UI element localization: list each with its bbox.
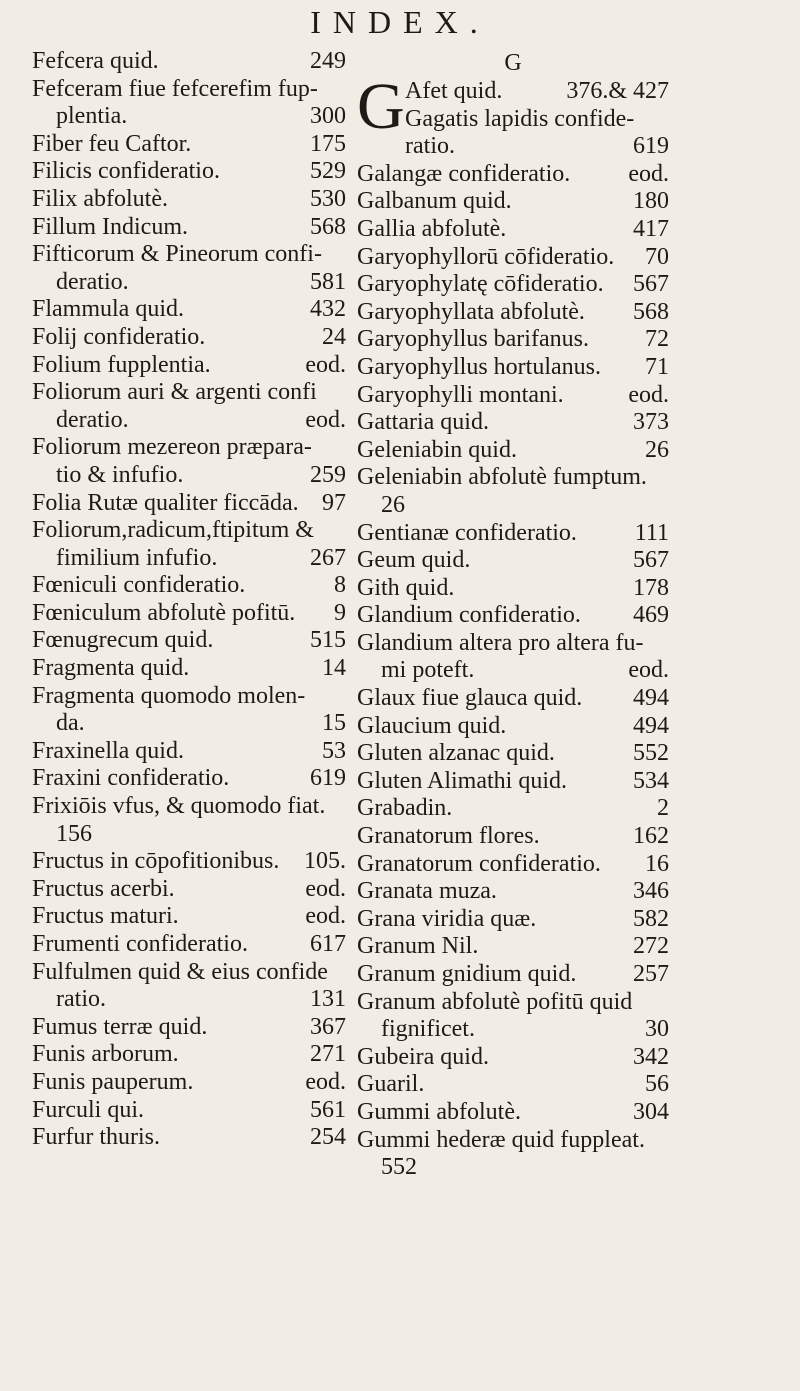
entry-term: fignificet. bbox=[381, 1016, 475, 1043]
index-entry bbox=[32, 490, 346, 518]
page-number: 97 bbox=[322, 489, 346, 516]
entry-line bbox=[32, 241, 346, 269]
entry-term: Fœniculi confideratio. bbox=[32, 572, 246, 599]
entry-term: Frumenti confideratio. bbox=[32, 931, 248, 957]
entry-term: Fumus terræ quid. bbox=[32, 1013, 208, 1040]
page-number: 617 bbox=[310, 931, 346, 957]
page-number: eod. bbox=[305, 406, 346, 433]
entry-term: Geum quid. bbox=[357, 547, 471, 574]
entry-term: Fillum Indicum. bbox=[32, 213, 188, 240]
page-number: 178 bbox=[633, 574, 669, 601]
entry-term: Funis arborum. bbox=[32, 1041, 179, 1068]
page-number: 469 bbox=[633, 602, 669, 629]
page-number: 259 bbox=[310, 461, 346, 488]
page-number: eod. bbox=[628, 160, 669, 187]
page-number: 16 bbox=[645, 850, 669, 877]
index-entry bbox=[357, 409, 669, 437]
entry-term: plentia. bbox=[56, 103, 128, 130]
entry-line bbox=[357, 437, 669, 465]
entry-continuation-line bbox=[357, 1016, 669, 1044]
entry-term: deratio. bbox=[56, 268, 129, 295]
entry-term: Gallia abfolutè. bbox=[357, 215, 507, 242]
page-number: 105. bbox=[304, 848, 346, 875]
entry-line bbox=[357, 1127, 669, 1155]
page-number: 267 bbox=[310, 544, 346, 571]
section-letter: G bbox=[504, 50, 522, 76]
page-number: 582 bbox=[633, 905, 669, 932]
page-number: 180 bbox=[633, 188, 669, 215]
index-entry bbox=[357, 740, 669, 768]
index-entry bbox=[357, 1044, 669, 1072]
entry-term: Filicis confideratio. bbox=[32, 158, 220, 185]
entry-line bbox=[32, 1014, 346, 1042]
entry-term: Fefcera quid. bbox=[32, 48, 159, 74]
index-entry bbox=[32, 655, 346, 683]
dropcap-letter: G bbox=[357, 70, 405, 143]
entry-line bbox=[357, 382, 669, 410]
page-number: 494 bbox=[633, 685, 669, 712]
index-entry bbox=[357, 464, 669, 519]
entry-line bbox=[32, 683, 346, 711]
entry-term: fimilium infufio. bbox=[56, 544, 218, 571]
page-number: 346 bbox=[633, 878, 669, 905]
entry-term: ratio. bbox=[405, 133, 455, 160]
index-entry bbox=[357, 520, 669, 548]
index-entry bbox=[357, 161, 669, 189]
page-number: 300 bbox=[310, 103, 346, 130]
index-entry bbox=[32, 48, 346, 76]
entry-term: Garyophyllus barifanus. bbox=[357, 326, 589, 353]
page-number: 417 bbox=[633, 215, 669, 242]
page-number: 70 bbox=[645, 243, 669, 270]
entry-continuation-line bbox=[32, 103, 346, 131]
entry-line bbox=[357, 768, 669, 796]
index-entry bbox=[32, 241, 346, 296]
index-entry bbox=[32, 848, 346, 876]
index-entry bbox=[357, 713, 669, 741]
entry-term: tio & infufio. bbox=[56, 461, 184, 488]
page-number: 24 bbox=[322, 323, 346, 350]
entry-term: Geleniabin quid. bbox=[357, 436, 517, 463]
entry-term: Gummi hederæ quid fuppleat. bbox=[357, 1126, 645, 1153]
entry-line bbox=[357, 989, 669, 1017]
entry-term: 26 bbox=[381, 491, 405, 518]
index-entry bbox=[357, 989, 669, 1044]
entry-term: Fefceram fiue fefcerefim fup- bbox=[32, 75, 318, 102]
index-entry bbox=[357, 961, 669, 989]
page-number: 15 bbox=[322, 710, 346, 737]
index-entry bbox=[357, 851, 669, 879]
entry-term: Garyophylli montani. bbox=[357, 381, 564, 408]
entry-line bbox=[357, 602, 669, 630]
entry-line bbox=[32, 296, 346, 324]
index-entry bbox=[32, 1041, 346, 1069]
entry-term: Fœnugrecum quid. bbox=[32, 627, 214, 654]
index-entry bbox=[32, 352, 346, 380]
entry-line bbox=[32, 352, 346, 380]
entry-line bbox=[32, 959, 346, 987]
entry-line bbox=[357, 851, 669, 879]
entry-line bbox=[357, 1044, 669, 1072]
entry-line bbox=[32, 214, 346, 242]
page-number: 30 bbox=[645, 1016, 669, 1043]
index-entry bbox=[357, 768, 669, 796]
dropcap-block bbox=[357, 70, 669, 1182]
entry-line bbox=[357, 878, 669, 906]
index-entry bbox=[32, 765, 346, 793]
entry-continuation-line bbox=[32, 269, 346, 297]
entry-line bbox=[357, 1099, 669, 1127]
index-entry bbox=[32, 158, 346, 186]
entry-line bbox=[32, 848, 346, 876]
index-entry bbox=[357, 1127, 669, 1182]
entry-line bbox=[32, 903, 346, 931]
entry-term: Gith quid. bbox=[357, 574, 455, 601]
index-entry bbox=[32, 572, 346, 600]
entry-line bbox=[32, 1041, 346, 1069]
index-entry bbox=[357, 244, 669, 272]
entry-term: Granum gnidium quid. bbox=[357, 961, 577, 987]
page-number: 581 bbox=[310, 268, 346, 295]
entry-term: deratio. bbox=[56, 406, 129, 433]
entry-line bbox=[32, 572, 346, 600]
index-entry bbox=[357, 354, 669, 382]
index-entry bbox=[32, 793, 346, 848]
entry-term: Glaux fiue glauca quid. bbox=[357, 685, 583, 712]
page-number: 568 bbox=[310, 213, 346, 240]
entry-term: Fructus in cōpofitionibus. bbox=[32, 848, 280, 875]
page-header: INDEX. bbox=[310, 4, 490, 40]
index-entry bbox=[32, 876, 346, 904]
entry-term: mi poteft. bbox=[381, 657, 475, 684]
entry-term: Fragmenta quid. bbox=[32, 655, 190, 682]
entry-term: Fraxini confideratio. bbox=[32, 765, 230, 792]
entry-term: Gluten Alimathi quid. bbox=[357, 767, 567, 794]
entry-term: Furfur thuris. bbox=[32, 1124, 160, 1151]
entry-continuation-line bbox=[357, 492, 669, 520]
entry-term: Filix abfolutè. bbox=[32, 185, 168, 212]
page-number: 56 bbox=[645, 1071, 669, 1098]
entry-line bbox=[357, 271, 669, 299]
index-entry bbox=[32, 931, 346, 959]
index-entry bbox=[357, 271, 669, 299]
page-number: 71 bbox=[645, 353, 669, 380]
entry-term: Galbanum quid. bbox=[357, 188, 512, 215]
page-number: 272 bbox=[633, 933, 669, 960]
entry-line bbox=[32, 490, 346, 518]
page-number: 567 bbox=[633, 547, 669, 574]
entry-term: Folia Rutæ qualiter ficcāda. bbox=[32, 489, 299, 516]
entry-line bbox=[32, 793, 346, 821]
entry-term: Gubeira quid. bbox=[357, 1043, 489, 1070]
page-number: 162 bbox=[633, 823, 669, 850]
entry-term: Garyophylatę cōfideratio. bbox=[357, 271, 604, 298]
page-number: 515 bbox=[310, 627, 346, 654]
entry-term: Geleniabin abfolutè fumptum. bbox=[357, 464, 647, 491]
entry-term: Flammula quid. bbox=[32, 296, 184, 323]
page-number: eod. bbox=[305, 875, 346, 902]
entry-term: Foliorum mezereon præpara- bbox=[32, 434, 312, 461]
entry-line bbox=[357, 354, 669, 382]
entry-continuation-line bbox=[32, 986, 346, 1014]
index-entry bbox=[32, 683, 346, 738]
index-entry bbox=[32, 131, 346, 159]
entry-line bbox=[357, 299, 669, 327]
page-number: 552 bbox=[633, 740, 669, 767]
entry-line bbox=[357, 520, 669, 548]
entry-term: Guaril. bbox=[357, 1071, 425, 1098]
index-entry bbox=[357, 1071, 669, 1099]
entry-line bbox=[32, 1124, 346, 1152]
index-entry bbox=[32, 1097, 346, 1125]
entry-line bbox=[32, 186, 346, 214]
entry-line bbox=[357, 244, 669, 272]
entry-term: Galangæ confideratio. bbox=[357, 160, 571, 187]
index-entry bbox=[357, 602, 669, 630]
entry-term: Funis pauperum. bbox=[32, 1068, 194, 1095]
entry-line bbox=[357, 906, 669, 934]
entry-line bbox=[357, 326, 669, 354]
page-number: 271 bbox=[310, 1041, 346, 1068]
index-entry bbox=[357, 299, 669, 327]
entry-term: Granatorum flores. bbox=[357, 823, 540, 850]
entry-line bbox=[357, 161, 669, 189]
page-number: 376.& 427 bbox=[566, 78, 669, 104]
entry-continuation-line bbox=[32, 710, 346, 738]
index-entry bbox=[357, 575, 669, 603]
index-entry bbox=[32, 1069, 346, 1097]
entry-line bbox=[32, 379, 346, 407]
entry-line bbox=[357, 216, 669, 244]
page-number: eod. bbox=[305, 903, 346, 930]
index-entry bbox=[32, 959, 346, 1014]
entry-term: Garyophyllus hortulanus. bbox=[357, 353, 601, 380]
index-entry bbox=[32, 738, 346, 766]
right-column bbox=[357, 48, 669, 1182]
entry-line bbox=[357, 547, 669, 575]
entry-line bbox=[32, 48, 346, 76]
entry-line bbox=[32, 655, 346, 683]
entry-line bbox=[32, 738, 346, 766]
entry-line bbox=[32, 1069, 346, 1097]
entry-term: Furculi qui. bbox=[32, 1096, 144, 1123]
page-number: 9 bbox=[334, 599, 346, 626]
page-number: 26 bbox=[645, 436, 669, 463]
page-number: 619 bbox=[633, 133, 669, 160]
entry-term: Fragmenta quomodo molen- bbox=[32, 682, 306, 709]
page-number: eod. bbox=[628, 381, 669, 408]
entry-term: Gagatis lapidis confide- bbox=[405, 105, 635, 132]
page-number: 530 bbox=[310, 185, 346, 212]
entry-term: Granata muza. bbox=[357, 878, 497, 905]
page-number: 567 bbox=[633, 271, 669, 298]
entry-term: Granum abfolutè pofitū quid bbox=[357, 988, 633, 1015]
index-entry bbox=[357, 326, 669, 354]
entry-term: Folij confideratio. bbox=[32, 323, 206, 350]
page-number: eod. bbox=[305, 1068, 346, 1095]
entry-term: Glandium altera pro altera fu- bbox=[357, 629, 644, 656]
index-entry bbox=[357, 878, 669, 906]
page-number: 14 bbox=[322, 655, 346, 682]
entry-line bbox=[357, 409, 669, 437]
page-number: 8 bbox=[334, 572, 346, 599]
entry-term: 156 bbox=[56, 820, 92, 847]
entry-term: Garyophyllorū cōfideratio. bbox=[357, 243, 615, 270]
page-number: 2 bbox=[657, 795, 669, 822]
page-number: eod. bbox=[305, 351, 346, 378]
entry-continuation-line bbox=[32, 545, 346, 573]
page-number: 254 bbox=[310, 1124, 346, 1151]
entry-term: Frixiōis vfus, & quomodo fiat. bbox=[32, 793, 326, 820]
index-entry bbox=[357, 1099, 669, 1127]
index-entry bbox=[32, 379, 346, 434]
entry-line bbox=[357, 713, 669, 741]
page-number: 529 bbox=[310, 158, 346, 185]
page-number: 249 bbox=[310, 48, 346, 74]
page-number: 568 bbox=[633, 298, 669, 325]
index-entry bbox=[32, 214, 346, 242]
entry-line bbox=[357, 464, 669, 492]
entry-term: Afet quid. bbox=[405, 78, 503, 104]
entry-line bbox=[357, 933, 669, 961]
index-entry bbox=[357, 382, 669, 410]
entry-term: Fructus acerbi. bbox=[32, 875, 175, 902]
page-number: 373 bbox=[633, 409, 669, 436]
entry-line bbox=[357, 685, 669, 713]
entry-term: Granatorum confideratio. bbox=[357, 850, 601, 877]
index-entry bbox=[357, 906, 669, 934]
index-entry bbox=[357, 823, 669, 851]
entry-line bbox=[32, 76, 346, 104]
entry-line bbox=[32, 876, 346, 904]
page-number: eod. bbox=[628, 657, 669, 684]
index-entry bbox=[357, 547, 669, 575]
entry-term: Garyophyllata abfolutè. bbox=[357, 298, 585, 325]
entry-term: Fifticorum & Pineorum confi- bbox=[32, 241, 322, 268]
page-number: 53 bbox=[322, 737, 346, 764]
index-entry bbox=[32, 627, 346, 655]
entry-line bbox=[32, 931, 346, 959]
entry-term: Grabadin. bbox=[357, 795, 453, 822]
index-entry bbox=[357, 437, 669, 465]
index-entry bbox=[32, 76, 346, 131]
entry-line bbox=[32, 324, 346, 352]
entry-term: Foliorum auri & argenti confi bbox=[32, 379, 317, 406]
index-entry bbox=[32, 903, 346, 931]
entry-line bbox=[357, 630, 669, 658]
entry-line bbox=[32, 434, 346, 462]
entry-term: Glaucium quid. bbox=[357, 712, 507, 739]
index-entry bbox=[32, 1124, 346, 1152]
entry-line bbox=[32, 158, 346, 186]
page-number: 494 bbox=[633, 712, 669, 739]
index-entry bbox=[32, 296, 346, 324]
entry-line bbox=[32, 131, 346, 159]
index-entry bbox=[357, 685, 669, 713]
entry-term: Folium fupplentia. bbox=[32, 351, 211, 378]
entry-line bbox=[32, 1097, 346, 1125]
entry-line bbox=[357, 740, 669, 768]
index-entry bbox=[357, 933, 669, 961]
entry-line bbox=[357, 795, 669, 823]
entry-continuation-line bbox=[357, 1154, 669, 1182]
entry-term: Gummi abfolutè. bbox=[357, 1098, 521, 1125]
entry-term: 552 bbox=[381, 1154, 417, 1181]
entry-term: Gentianæ confideratio. bbox=[357, 519, 577, 546]
left-column bbox=[32, 48, 346, 1152]
index-entry bbox=[32, 324, 346, 352]
page-number: 304 bbox=[633, 1098, 669, 1125]
entry-line bbox=[357, 1071, 669, 1099]
entry-line bbox=[357, 575, 669, 603]
page-number: 561 bbox=[310, 1096, 346, 1123]
index-entry bbox=[32, 600, 346, 628]
entry-term: Gluten alzanac quid. bbox=[357, 740, 555, 767]
entry-line bbox=[357, 188, 669, 216]
entry-term: Grana viridia quæ. bbox=[357, 905, 537, 932]
entry-term: Fraxinella quid. bbox=[32, 737, 184, 764]
page-number: 72 bbox=[645, 326, 669, 353]
entry-line bbox=[32, 517, 346, 545]
entry-continuation-line bbox=[32, 462, 346, 490]
entry-term: Glandium confideratio. bbox=[357, 602, 581, 629]
page-number: 111 bbox=[634, 519, 669, 546]
page-number: 432 bbox=[310, 296, 346, 323]
entry-term: Granum Nil. bbox=[357, 933, 479, 960]
index-entry bbox=[32, 1014, 346, 1042]
entry-line bbox=[357, 823, 669, 851]
index-entry bbox=[357, 795, 669, 823]
page-number: 367 bbox=[310, 1013, 346, 1040]
entry-line bbox=[32, 765, 346, 793]
page-number: 342 bbox=[633, 1043, 669, 1070]
entry-line bbox=[32, 600, 346, 628]
entry-continuation-line bbox=[32, 407, 346, 435]
index-entry bbox=[32, 434, 346, 489]
entry-term: Fœniculum abfolutè pofitū. bbox=[32, 599, 296, 626]
page-number: 257 bbox=[633, 961, 669, 987]
index-entry bbox=[32, 517, 346, 572]
page-number: 619 bbox=[310, 765, 346, 792]
index-entry bbox=[357, 188, 669, 216]
index-entry bbox=[357, 216, 669, 244]
entry-term: ratio. bbox=[56, 986, 106, 1013]
entry-continuation-line bbox=[357, 657, 669, 685]
index-entry bbox=[357, 630, 669, 685]
entry-term: da. bbox=[56, 710, 85, 737]
entry-continuation-line bbox=[32, 821, 346, 849]
entry-term: Foliorum,radicum,ftipitum & bbox=[32, 517, 314, 544]
index-entry bbox=[32, 186, 346, 214]
entry-line bbox=[32, 627, 346, 655]
entry-term: Fiber feu Caftor. bbox=[32, 130, 192, 157]
page-number: 534 bbox=[633, 767, 669, 794]
page-number: 175 bbox=[310, 130, 346, 157]
entry-term: Gattaria quid. bbox=[357, 409, 489, 436]
entry-line bbox=[357, 961, 669, 989]
page-number: 131 bbox=[310, 986, 346, 1013]
entry-term: Fructus maturi. bbox=[32, 903, 179, 930]
entry-term: Fulfulmen quid & eius confide bbox=[32, 958, 328, 985]
